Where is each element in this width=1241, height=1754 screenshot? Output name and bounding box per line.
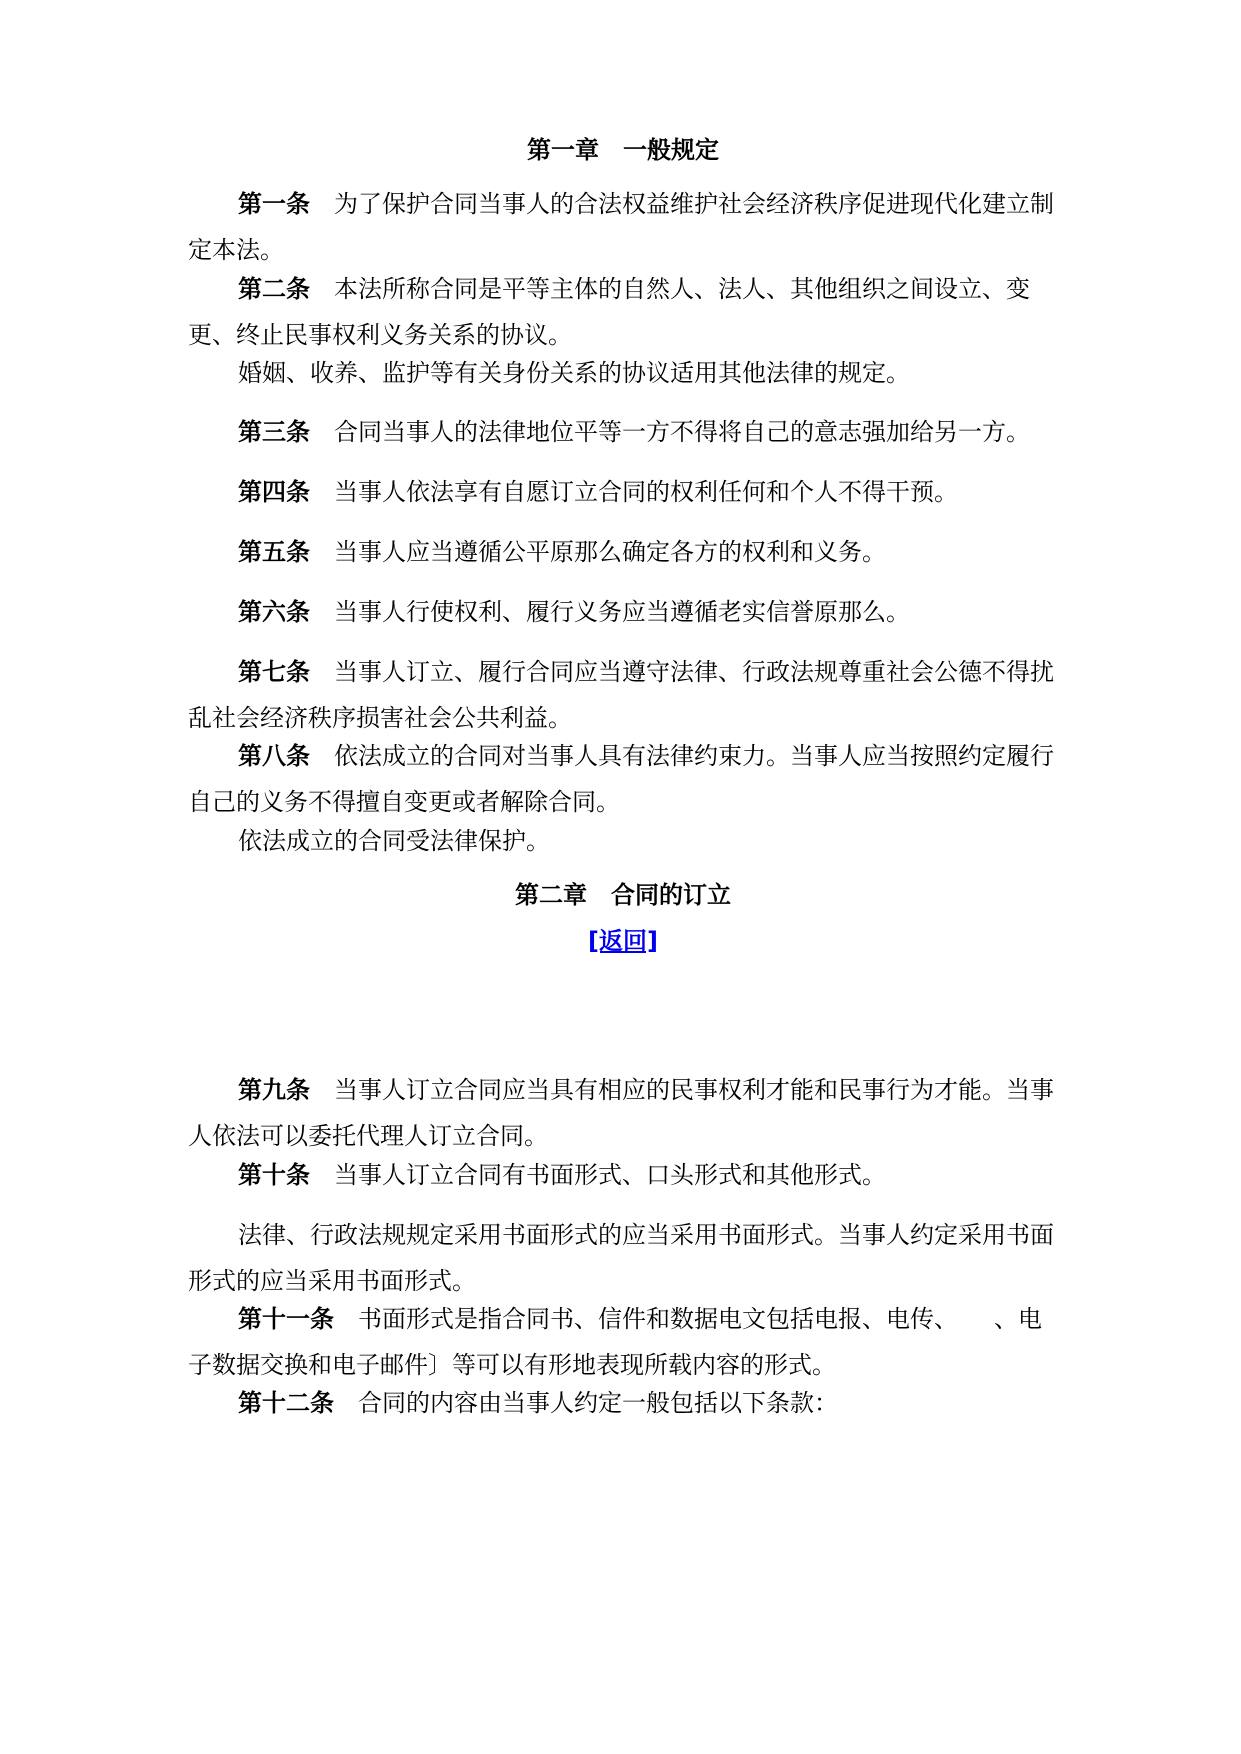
article-text: 当事人依法享有自愿订立合同的权利任何和个人不得干预。 <box>334 478 958 506</box>
chapter-title: 一般规定 <box>623 136 719 164</box>
article-text: 依法成立的合同受法律保护。 <box>238 827 550 855</box>
article-label: 第二条 <box>238 275 310 303</box>
article-label: 第十一条 <box>238 1305 334 1333</box>
chapter-heading-2 <box>188 880 1058 910</box>
article-label: 第三条 <box>238 418 310 446</box>
article-label: 第四条 <box>238 478 310 506</box>
article-text: 当事人订立合同有书面形式、口头形式和其他形式。 <box>334 1161 886 1189</box>
article-text: 当事人订立、履行合同应当遵守法律、行政法规尊重社会公德不得扰乱社会经济秩序损害社会公共利益。 <box>188 658 1054 732</box>
article-text: 当事人订立合同应当具有相应的民事权利才能和民事行为才能。当事人依法可以委托代理人订立合同。 <box>188 1076 1054 1150</box>
article-text: 合同的内容由当事人约定一般包括以下条款： <box>358 1389 838 1417</box>
chapter-title: 合同的订立 <box>611 881 731 909</box>
article-label: 第十条 <box>238 1161 310 1189</box>
article-text: 婚姻、收养、监护等有关身份关系的协议适用其他法律的规定。 <box>238 359 910 387</box>
chapter-number: 第一章 <box>527 136 599 164</box>
article-label: 第八条 <box>238 742 310 770</box>
article-text: 为了保护合同当事人的合法权益维护社会经济秩序促进现代化建立制定本法。 <box>188 190 1054 264</box>
article-8-paragraph-2 <box>188 818 1058 864</box>
article-8 <box>188 733 1058 825</box>
article-text: 合同当事人的法律地位平等一方不得将自己的意志强加给另一方。 <box>334 418 1030 446</box>
article-label: 第九条 <box>238 1076 310 1104</box>
article-11 <box>188 1296 1058 1388</box>
article-10 <box>188 1152 1058 1198</box>
chapter-number: 第二章 <box>515 881 587 909</box>
article-6 <box>188 589 1058 635</box>
article-text: 当事人行使权利、履行义务应当遵循老实信誉原那么。 <box>334 598 910 626</box>
article-label: 第十二条 <box>238 1389 334 1417</box>
article-12 <box>188 1380 1058 1426</box>
article-10-paragraph-2 <box>188 1212 1058 1304</box>
article-text: 法律、行政法规规定采用书面形式的应当采用书面形式。当事人约定采用书面形式的应当采用书面形式。 <box>188 1221 1054 1295</box>
article-4 <box>188 469 1058 515</box>
article-label: 第七条 <box>238 658 310 686</box>
article-9 <box>188 1067 1058 1159</box>
return-link[interactable]: [返回] <box>588 927 658 955</box>
article-5 <box>188 529 1058 575</box>
article-3 <box>188 409 1058 455</box>
article-text: 当事人应当遵循公平原那么确定各方的权利和义务。 <box>334 538 886 566</box>
article-text: 本法所称合同是平等主体的自然人、法人、其他组织之间设立、变更、终止民事权利义务关系的协议。 <box>188 275 1030 349</box>
chapter-heading-1 <box>188 135 1058 165</box>
article-7 <box>188 649 1058 741</box>
article-label: 第五条 <box>238 538 310 566</box>
article-text: 依法成立的合同对当事人具有法律约束力。当事人应当按照约定履行自己的义务不得擅自变更或者解除合同。 <box>188 742 1054 816</box>
article-label: 第一条 <box>238 190 310 218</box>
article-1 <box>188 181 1058 273</box>
article-2-paragraph-2 <box>188 350 1058 396</box>
article-text: 书面形式是指合同书、信件和数据电文包括电报、电传、 、电子数据交换和电子邮件〕等可以有形地表现所载内容的形式。 <box>188 1305 1042 1379</box>
return-link-container <box>188 926 1058 956</box>
article-label: 第六条 <box>238 598 310 626</box>
article-2 <box>188 266 1058 358</box>
